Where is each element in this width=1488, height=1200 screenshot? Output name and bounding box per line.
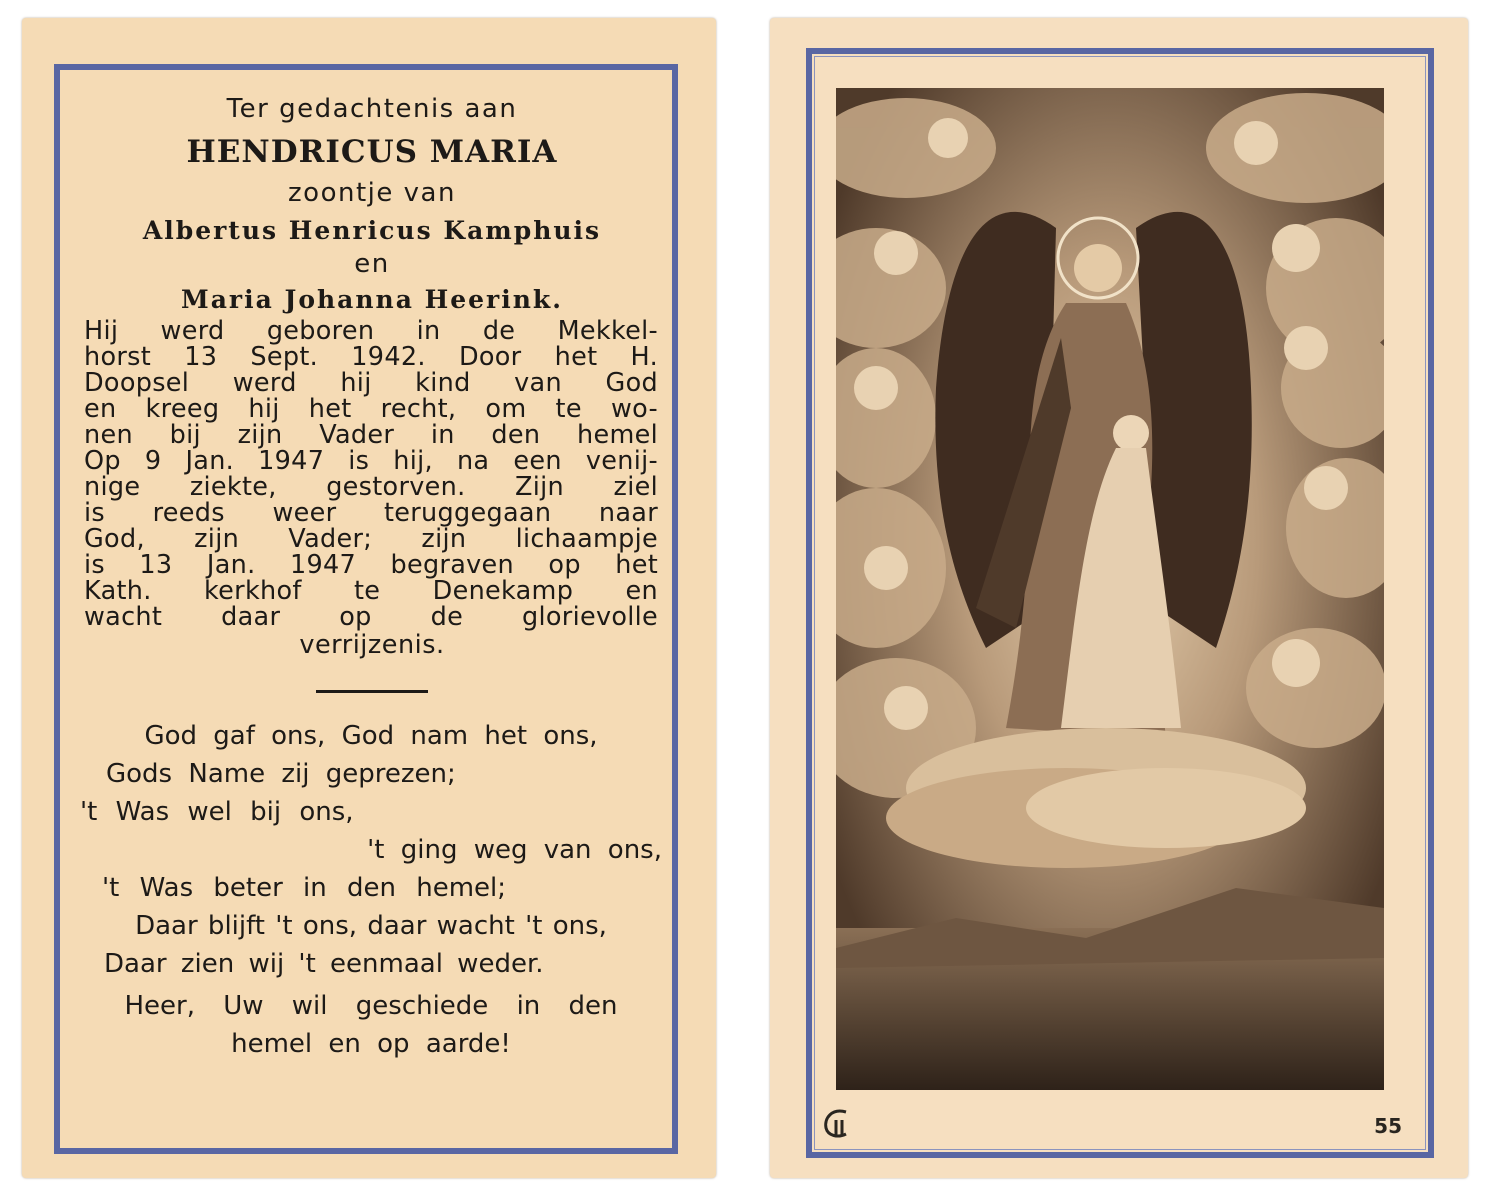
poem-line: Heer, Uw wil geschiede in den	[124, 991, 618, 1021]
guardian-angel-illustration	[836, 88, 1384, 1090]
paragraph-last-line: verrijzenis.	[299, 630, 445, 660]
paragraph-line: is 13 Jan. 1947 begraven op het	[84, 550, 658, 580]
poem-line: 't Was wel bij ons,	[80, 797, 354, 827]
mother-name: Maria Johanna Heerink.	[181, 285, 563, 314]
paragraph-line: God, zijn Vader; zijn lichaampje	[84, 524, 658, 554]
poem-line: God gaf ons, God nam het ons,	[144, 721, 598, 751]
paragraph-line: Op 9 Jan. 1947 is hij, na een venij-	[84, 446, 658, 476]
divider-line	[316, 690, 428, 693]
poem-line: Gods Name zij geprezen;	[106, 759, 456, 789]
poem-line: Daar zien wij 't eenmaal weder.	[104, 949, 544, 979]
relation-text: zoontje van	[288, 178, 456, 208]
memorial-card-picture	[770, 18, 1468, 1178]
paragraph-line: Doopsel werd hij kind van God	[84, 368, 658, 398]
paragraph-line: wacht daar op de glorievolle	[84, 602, 658, 632]
father-name: Albertus Henricus Kamphuis	[142, 216, 602, 245]
memorial-card-text	[22, 18, 716, 1178]
paragraph-line: en kreeg hij het recht, om te wo-	[84, 394, 658, 424]
paragraph-line: is reeds weer teruggegaan naar	[84, 498, 658, 528]
header-text: Ter gedachtenis aan	[226, 94, 518, 124]
poem-line: 't Was beter in den hemel;	[102, 873, 507, 903]
conjunction-text: en	[354, 249, 390, 279]
paragraph-line: horst 13 Sept. 1942. Door het H.	[84, 342, 658, 372]
paragraph-line: nige ziekte, gestorven. Zijn ziel	[84, 472, 658, 502]
poem	[72, 717, 672, 1063]
poem-line: Daar blijft 't ons, daar wacht 't ons,	[135, 911, 607, 941]
paragraph-line: Hij werd geboren in de Mekkel-	[84, 316, 658, 346]
poem-line: 't ging weg van ons,	[367, 835, 662, 865]
deceased-name: HENDRICUS MARIA	[186, 134, 558, 170]
publisher-logo	[822, 1106, 852, 1140]
paragraph-line: Kath. kerkhof te Denekamp en	[84, 576, 658, 606]
paragraph-line: nen bij zijn Vader in den hemel	[84, 420, 658, 450]
angel-with-child-image	[836, 88, 1384, 1090]
card-text-block	[72, 66, 672, 1063]
picture-number: 55	[1374, 1114, 1402, 1138]
poem-line: hemel en op aarde!	[231, 1029, 511, 1059]
biography-paragraph	[72, 318, 672, 630]
